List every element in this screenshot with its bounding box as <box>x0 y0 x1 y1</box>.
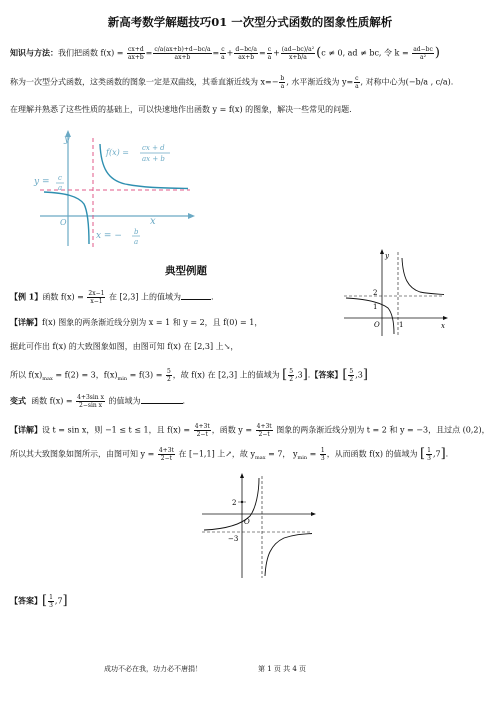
answer-blank <box>141 403 183 404</box>
intro-label: 知识与方法： <box>10 47 58 58</box>
fraction: $\frac{4+3t}{2-t}$ <box>256 423 272 438</box>
variant-graph <box>198 472 318 580</box>
fraction: $\frac{c}{a}$ <box>221 46 225 61</box>
intro-asymptote-line: 称为一次型分式函数，这类函数的图象一定是双曲线，其垂直渐近线为 x=− $\frac{b}{a}$ , 水平渐近线为 y= $\frac{c}{a}$ , 对称中心为(−b/a , c/a). <box>10 75 454 90</box>
svg-text:b: b <box>134 228 139 236</box>
page-title: 新高考数学解题技巧01 一次型分式函数的图象性质解析 <box>107 15 393 29</box>
fraction: $\frac{1}{3}$ <box>49 594 53 609</box>
intro-formula-line: 知识与方法：我们把函数 f(x) = $\frac{cx+d}{ax+b}$ = $\frac{c/a(ax+b)+d-bc/a}{ax+b}$ = $\frac{c}{a}$ + $\frac{d-bc/a}{ax+b}$ = $\frac{c}{a}$ + $\frac{\text{(ad−bc)/a²}}{x+b/a}$ (c ≠ 0, ad ≠ bc, 令 k = $\frac{ad-bc}{\text{a²}}$ ) <box>10 45 440 61</box>
function-numerator: cx + d <box>142 144 165 152</box>
footer-motto: 成功不必在我，功力必不唐捐！ <box>104 665 202 673</box>
fraction: $\frac{5}{2}$ <box>349 368 354 383</box>
svg-text:y: y <box>385 252 389 260</box>
svg-text:a: a <box>58 184 63 192</box>
svg-text:1: 1 <box>399 321 404 329</box>
svg-text:c: c <box>58 174 62 182</box>
svg-text:2: 2 <box>232 499 237 507</box>
answer-label: 【答案】 <box>310 369 343 380</box>
variant-solution-l1: 【详解】设 t = sin x，则 −1 ≤ t ≤ 1，且 f(x) = $\frac{4+3t}{2-t}$ ，函数 y = $\frac{4+3t}{2-t}$ 图象的两条渐近线分别为 t = 2 和 y = −3，且过点 (0,2)， <box>10 423 490 438</box>
svg-text:O: O <box>244 518 250 526</box>
symmetry-center: (−b/a , c/a) <box>405 77 451 87</box>
function-label: f(x) = <box>106 148 129 157</box>
fraction: $\frac{d-bc/a}{ax+b}$ <box>235 46 257 61</box>
fraction: $\frac{c/a(ax+b)+d-bc/a}{ax+b}$ <box>154 46 211 61</box>
horizontal-asymptote-label: y = <box>34 177 50 187</box>
page-number: 第 1 页 共 4 页 <box>258 665 307 673</box>
fraction: $\frac{4+3t}{2-t}$ <box>194 423 210 438</box>
example1-graph <box>340 248 450 338</box>
svg-text:−3: −3 <box>228 535 239 543</box>
x-axis-arrow <box>188 213 195 219</box>
svg-text:a: a <box>134 238 139 246</box>
example1: 【例 1】函数 f(x) = $\frac{2x-1}{x-1}$ 在 [2,3] 上的值域为 . <box>10 290 214 305</box>
svg-text:O: O <box>374 321 380 329</box>
origin-label: O <box>60 218 67 227</box>
fraction: $\frac{b}{a}$ <box>280 75 285 90</box>
function-denominator: ax + b <box>142 155 165 163</box>
fraction: $\frac{\text{(ad−bc)/a²}}{x+b/a}$ <box>281 46 315 61</box>
variant-answer: 【答案】[ $\frac{1}{3}$ ,7] <box>10 593 68 609</box>
fraction: $\frac{c}{a}$ <box>267 46 272 61</box>
fraction: $\frac{\text{4+3sin x}}{\text{2−sin x}}$ <box>77 394 104 409</box>
fraction: $\frac{1}{3}$ <box>320 447 325 462</box>
intro-text: 在理解并熟悉了这些性质的基础上，可以快速地作出函数 y = f(x) 的图象，解决一些常见的问题. <box>10 105 352 114</box>
fraction: $\frac{1}{3}$ <box>427 447 431 462</box>
example1-solution-l3: 所以 $f(x)_{max} = f(2) = 3$，$f(x)_{min} = f(3)$ = $\frac{5}{2}$ ，故 f(x) 在 [2,3] 上的值域为 [ $\frac{5}{2}$ ,3].【答案】[ $\frac{5}{2}$ ,3] <box>10 367 368 383</box>
variant-solution-l2: 所以其大致图象如图所示，由图可知 y = $\frac{4+3t}{2-t}$ 在 [−1,1] 上↗，故 $y_{max} = 7$， $y_{min}$ = $\frac{1}{3}$ ，从而函数 f(x) 的值域为 [ $\frac{1}{3}$ ,7]. <box>10 446 449 462</box>
example1-solution-l1: 【详解】f(x) 图象的两条渐近线分别为 x = 1 和 y = 2，且 f(0) = 1， <box>10 317 263 327</box>
variant-question: 变式 函数 f(x) = $\frac{\text{4+3sin x}}{\text{2−sin x}}$ 的值域为 . <box>10 394 186 409</box>
fraction: $\frac{5}{2}$ <box>166 368 171 383</box>
svg-text:2: 2 <box>373 289 378 297</box>
fraction: $\frac{ad-bc}{\text{a²}}$ <box>413 46 433 61</box>
section-title: 典型例题 <box>165 265 207 277</box>
svg-text:x: x <box>441 322 445 330</box>
x-axis-label: x <box>150 216 156 227</box>
example1-solution-l2: 据此可作出 f(x) 的大致图象如图，由图可知 f(x) 在 [2,3] 上↘， <box>10 342 239 351</box>
fraction: $\frac{5}{2}$ <box>289 368 294 383</box>
fraction: $\frac{c}{a}$ <box>355 75 359 90</box>
y-axis-label: y <box>64 134 70 145</box>
answer-blank <box>181 299 211 300</box>
svg-text:1: 1 <box>373 303 378 311</box>
fraction: $\frac{cx+d}{ax+b}$ <box>127 46 144 61</box>
fraction: $\frac{2x-1}{x-1}$ <box>88 290 105 305</box>
vertical-asymptote-label: x = − <box>96 231 122 241</box>
hyperbola-graph <box>30 128 200 250</box>
fraction: $\frac{4+3t}{2-t}$ <box>158 447 174 462</box>
